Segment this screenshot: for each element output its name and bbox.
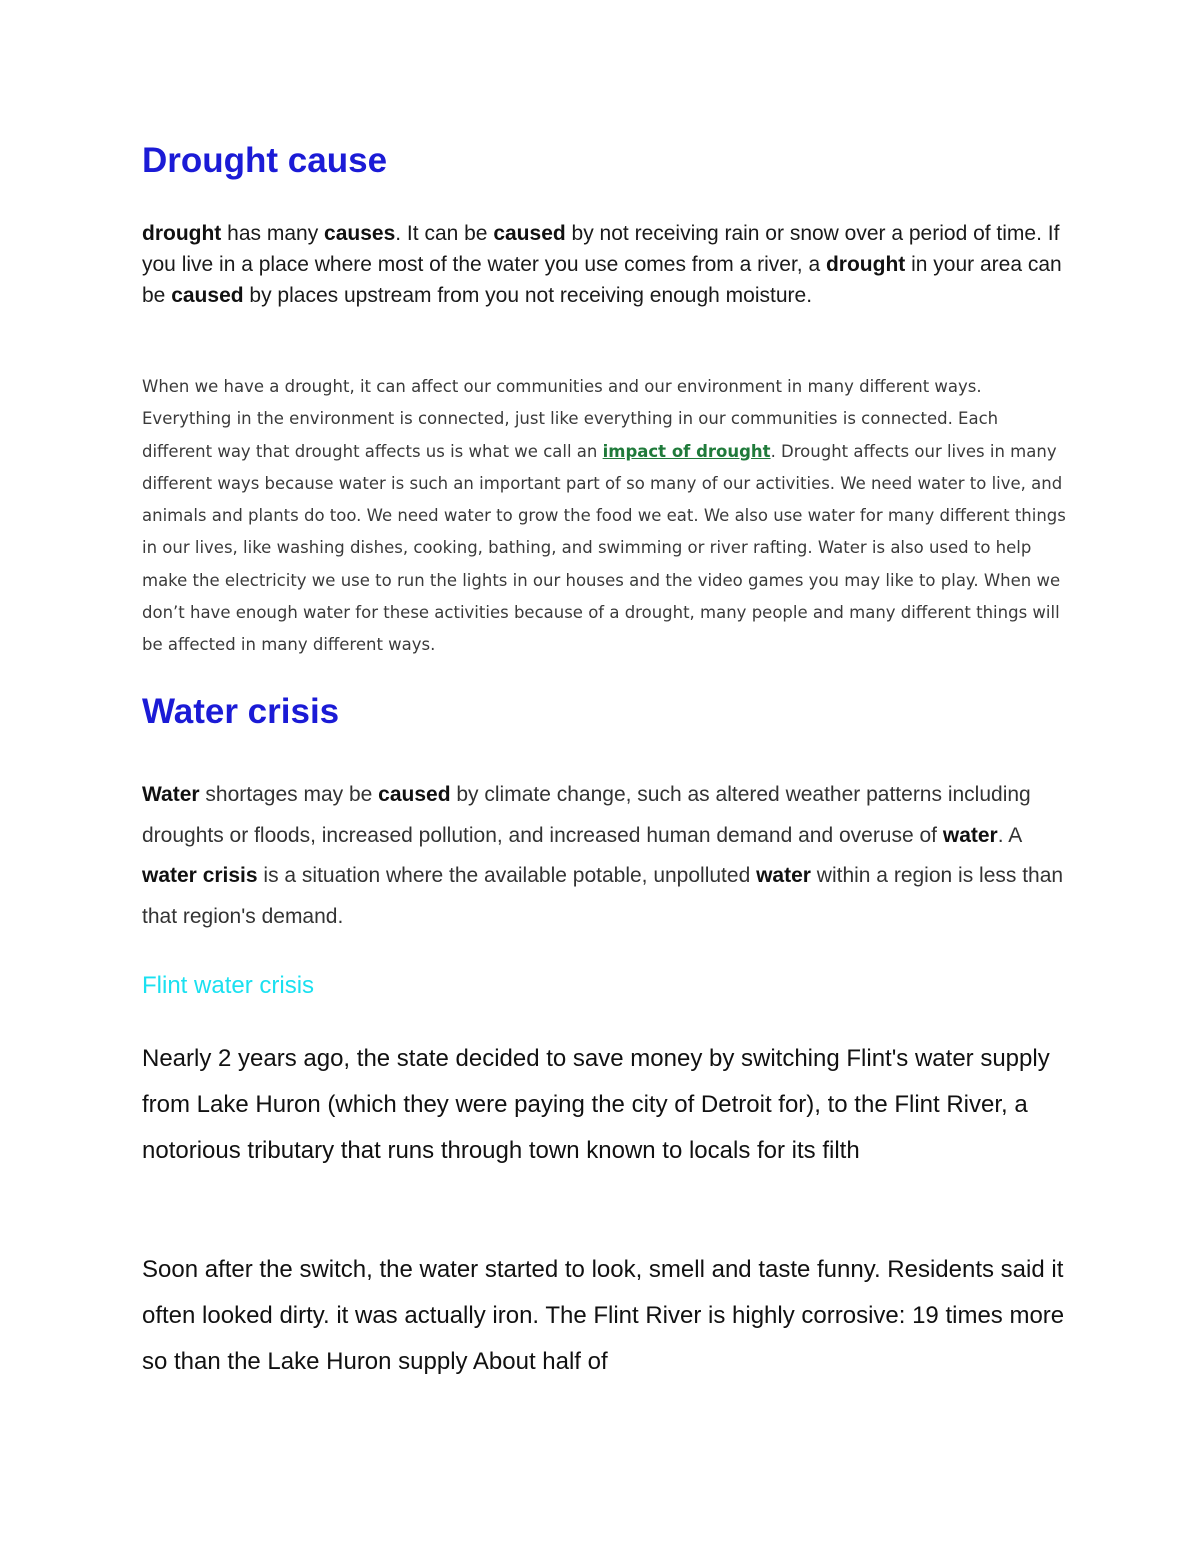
text-run: When we have a drought, it can affect our communities and our environment in many different ways. Everything in the environment is connected, just like everything in our communities is connected. Each different way that drought affects us is what we call an bbox=[142, 377, 999, 461]
text-run: by not receiving rain or snow over a period of time. If you live in a place where most of the water you use comes from a river, a bbox=[142, 222, 1060, 276]
bold-term: caused bbox=[378, 783, 451, 806]
heading-flint-water-crisis: Flint water crisis bbox=[142, 972, 315, 999]
bold-term: water bbox=[756, 864, 811, 887]
bold-term: water crisis bbox=[142, 864, 258, 887]
paragraph-water-shortages bbox=[142, 775, 1072, 937]
text-run: . A bbox=[997, 823, 1022, 847]
heading-drought-cause: Drought cause bbox=[142, 141, 388, 180]
text-run: within a region is less than that region's demand. bbox=[142, 864, 1064, 928]
heading-water-crisis: Water crisis bbox=[142, 692, 340, 731]
text-run: shortages may be bbox=[199, 783, 379, 806]
text-run: has many bbox=[221, 222, 325, 245]
paragraph-drought-causes bbox=[142, 218, 1072, 311]
text-run: is a situation where the available potable, unpolluted bbox=[257, 864, 757, 887]
bold-term: caused bbox=[493, 222, 566, 245]
impact-of-drought-link[interactable]: impact of drought bbox=[602, 441, 771, 461]
text-run: in your area can be bbox=[142, 253, 1062, 307]
paragraph-flint-switch: Nearly 2 years ago, the state decided to save money by switching Flint's water supply from Lake Huron (which they were paying the city of Detroit for), to the Flint River, a notorious tributary that runs through town known to locals for its filth bbox=[142, 1045, 1050, 1164]
paragraph-drought-impact bbox=[142, 371, 1072, 662]
text-run: by places upstream from you not receiving enough moisture. bbox=[243, 284, 813, 307]
text-run: . Drought affects our lives in many different ways because water is such an important part of so many of our activities. We need water to live, and animals and plants do too. We need water to grow the food we eat. We also use water for many different things in our lives, like washing dishes, cooking, bathing, and swimming or river rafting. Water is also used to help make the electricity we use to run the lights in our houses and the video games you may like to play. When we don’t have enough water for these activities because of a drought, many people and many different things will be affected in many different ways. bbox=[142, 441, 1066, 655]
bold-term: Water bbox=[142, 783, 200, 806]
paragraph-flint-corrosive: Soon after the switch, the water started to look, smell and taste funny. Residents said it often looked dirty. it was actually iron. The Flint River is highly corrosive: 19 times more so than the Lake Huron supply About half of bbox=[142, 1256, 1065, 1375]
bold-term: water bbox=[942, 823, 998, 847]
bold-term: caused bbox=[171, 284, 244, 307]
bold-term: drought bbox=[825, 253, 906, 276]
bold-term: drought bbox=[142, 222, 222, 245]
text-run: . It can be bbox=[395, 222, 494, 245]
text-run: by climate change, such as altered weather patterns including droughts or floods, increased pollution, and increased human demand and overuse of bbox=[142, 783, 1031, 847]
bold-term: causes bbox=[324, 222, 396, 245]
